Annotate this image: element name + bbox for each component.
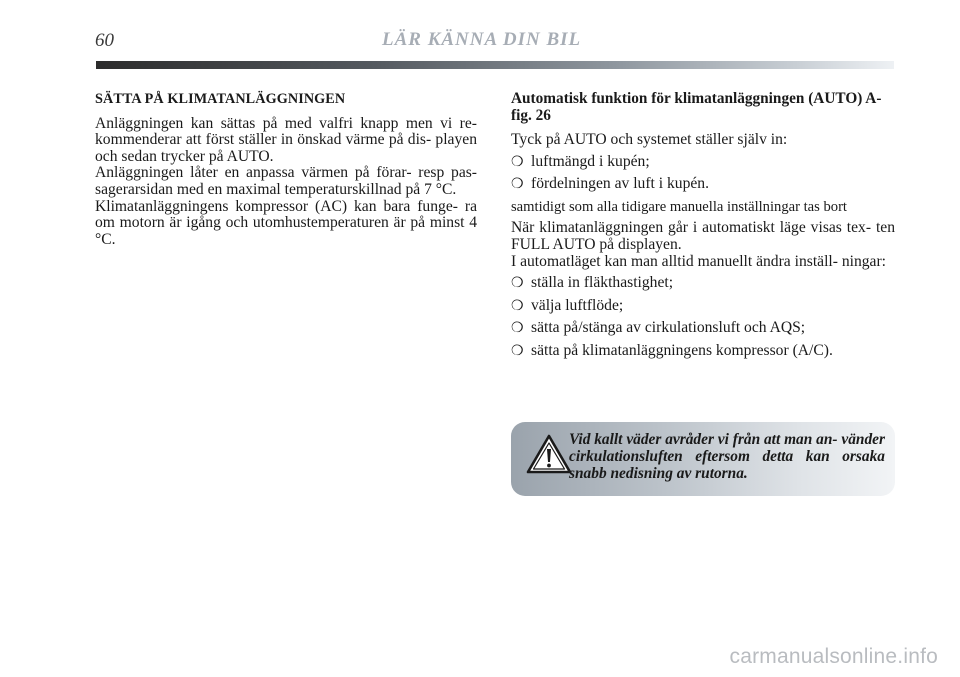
list-item-text: välja luftflöde; xyxy=(531,296,624,314)
list-item xyxy=(511,275,895,293)
list-item xyxy=(511,343,895,361)
bullet-icon: ❍ xyxy=(511,154,524,170)
warning-text: Vid kallt väder avråder vi från att man an- vänder cirkulationsluften eftersom detta kan orsaka snabb nedisning av rutorna. xyxy=(569,431,885,482)
paragraph: Tyck på AUTO och systemet ställer själv in: xyxy=(511,131,788,148)
list-item-text: sätta på klimatanläggningens kompressor (A/C). xyxy=(531,341,833,359)
paragraph: I automatläget kan man alltid manuellt ändra inställ- ningar: xyxy=(511,252,886,270)
bullet-icon: ❍ xyxy=(511,343,524,359)
section-heading: SÄTTA PÅ KLIMATANLÄGGNINGEN xyxy=(95,91,346,107)
left-column xyxy=(95,91,477,248)
list-item-text: ställa in fläkthastighet; xyxy=(531,274,674,292)
list-item-text: fördelningen av luft i kupén. xyxy=(531,175,709,193)
bullet-icon: ❍ xyxy=(511,276,524,292)
list-item xyxy=(511,176,895,194)
list-item-text: luftmängd i kupén; xyxy=(531,152,650,170)
list-item xyxy=(511,320,895,338)
warning-triangle-icon xyxy=(526,434,572,474)
watermark: carmanualsonline.info xyxy=(729,645,938,668)
warning-box xyxy=(511,422,895,496)
paragraph: När klimatanläggningen går i automatiskt läge visas tex- ten FULL AUTO på displayen. xyxy=(511,219,895,253)
bullet-icon: ❍ xyxy=(511,177,524,193)
chapter-title: LÄR KÄNNA DIN BIL xyxy=(382,29,582,50)
paragraph: Anläggningen kan sättas på med valfri knapp men vi re- kommenderar att först ställer in önskad värme på dis- playen och sedan trycker på AUTO. xyxy=(95,114,477,165)
header-rule xyxy=(96,61,894,69)
bullet-list xyxy=(511,154,895,194)
list-item xyxy=(511,298,895,316)
paragraph: Anläggningen låter en anpassa värmen på förar- resp pas- sagerarsidan med en maximal temperaturskillnad på 7 °C. xyxy=(95,164,477,198)
section-heading: Automatisk funktion för klimatanläggningen (AUTO) A-fig. 26 xyxy=(511,90,882,124)
list-item xyxy=(511,154,895,172)
paragraph: Klimatanläggningens kompressor (AC) kan bara funge- ra om motorn är igång och utomhustemperaturen är på minst 4 °C. xyxy=(95,197,477,248)
bullet-icon: ❍ xyxy=(511,298,524,314)
note-line: samtidigt som alla tidigare manuella inställningar tas bort xyxy=(511,198,847,215)
bullet-list xyxy=(511,275,895,360)
list-item-text: sätta på/stänga av cirkulationsluft och AQS; xyxy=(531,319,806,337)
page-number: 60 xyxy=(95,30,114,51)
bullet-icon: ❍ xyxy=(511,321,524,337)
right-column xyxy=(511,91,895,366)
